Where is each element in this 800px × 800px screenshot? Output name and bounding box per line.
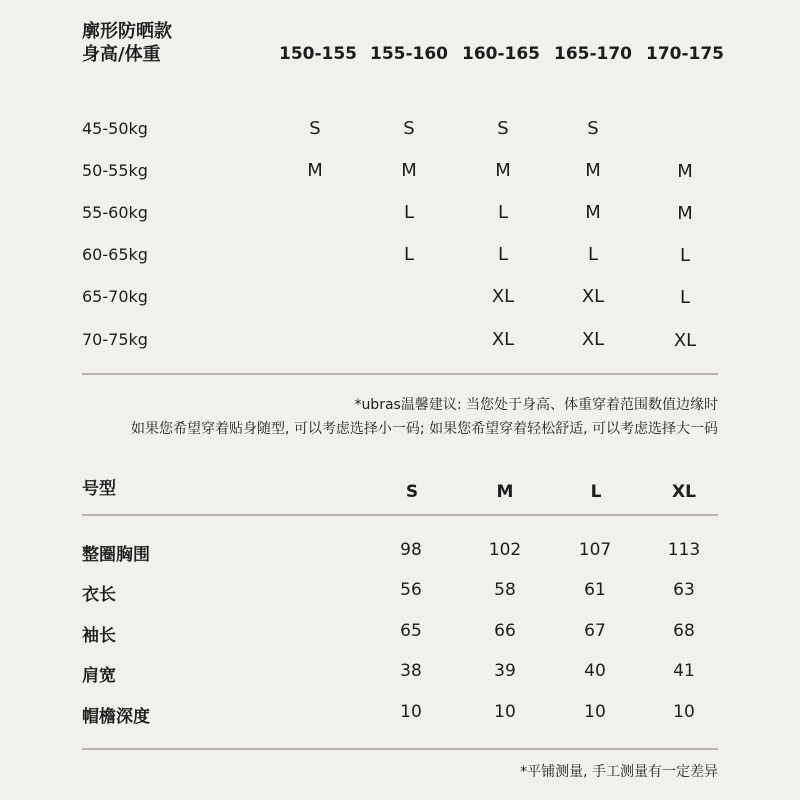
height-column-header: 170-175 <box>645 44 725 64</box>
size-cell: L <box>497 202 509 223</box>
measurement-cell: 67 <box>584 621 606 641</box>
size-column-header: L <box>590 482 602 502</box>
measurement-cell: 58 <box>494 580 516 600</box>
measurement-cell: 68 <box>673 621 695 641</box>
measurement-cell: 10 <box>494 702 516 722</box>
fit-guide-axis-label: 身高/体重 <box>82 44 161 65</box>
measurement-cell: 10 <box>400 702 422 722</box>
measurement-cell: 10 <box>584 702 606 722</box>
size-cell: L <box>497 244 509 265</box>
size-column-header: M <box>496 482 514 502</box>
fit-guide-corner-title <box>82 20 172 66</box>
measurement-cell: 102 <box>488 540 522 560</box>
size-cell: XL <box>491 329 515 350</box>
height-column-header: 160-165 <box>461 44 541 64</box>
section-divider <box>82 748 718 750</box>
section-divider <box>82 373 718 375</box>
size-cell: XL <box>581 286 605 307</box>
size-cell: XL <box>673 330 697 351</box>
measurement-cell: 63 <box>673 580 695 600</box>
measurement-cell: 98 <box>400 540 422 560</box>
size-cell: M <box>677 203 693 224</box>
size-cell: L <box>587 244 599 265</box>
measurement-cell: 10 <box>673 702 695 722</box>
measurement-row-label: 整圈胸围 <box>82 545 150 565</box>
weight-row-label: 60-65kg <box>82 245 148 264</box>
size-cell: M <box>677 161 693 182</box>
size-cell: S <box>309 118 321 139</box>
size-column-header: XL <box>672 482 696 502</box>
size-cell: S <box>403 118 415 139</box>
weight-row-label: 70-75kg <box>82 330 148 349</box>
measurement-cell: 61 <box>584 580 606 600</box>
measurement-cell: 56 <box>400 580 422 600</box>
size-cell: M <box>401 160 417 181</box>
measurement-cell: 113 <box>667 540 701 560</box>
weight-row-label: 55-60kg <box>82 203 148 222</box>
size-cell: L <box>679 245 691 266</box>
weight-row-label: 65-70kg <box>82 287 148 306</box>
height-column-header: 155-160 <box>369 44 449 64</box>
measurement-row-label: 衣长 <box>82 585 116 605</box>
size-cell: S <box>587 118 599 139</box>
fit-advice-note: *ubras温馨建议: 当您处于身高、体重穿着范围数值边缘时 <box>354 397 718 413</box>
measurement-cell: 65 <box>400 621 422 641</box>
fit-advice-note: 如果您希望穿着贴身随型, 可以考虑选择小一码; 如果您希望穿着轻松舒适, 可以考虑选择大一码 <box>131 421 718 437</box>
measurement-row-label: 肩宽 <box>82 666 116 686</box>
size-cell: M <box>585 160 601 181</box>
size-cell: L <box>403 244 415 265</box>
height-column-header: 150-155 <box>278 44 358 64</box>
height-column-header: 165-170 <box>553 44 633 64</box>
size-cell: XL <box>581 329 605 350</box>
measurement-cell: 66 <box>494 621 516 641</box>
size-cell: L <box>679 287 691 308</box>
measurement-row-label: 帽檐深度 <box>82 707 150 727</box>
size-header-label: 号型 <box>82 479 116 499</box>
measurement-footnote: *平铺测量, 手工测量有一定差异 <box>520 764 718 780</box>
measurement-cell: 39 <box>494 661 516 681</box>
measurement-cell: 40 <box>584 661 606 681</box>
size-column-header: S <box>405 482 419 502</box>
measurement-row-label: 袖长 <box>82 626 116 646</box>
measurement-cell: 38 <box>400 661 422 681</box>
section-divider <box>82 514 718 516</box>
weight-row-label: 50-55kg <box>82 161 148 180</box>
size-cell: XL <box>491 286 515 307</box>
fit-guide-title: 廓形防晒款 <box>82 21 172 42</box>
size-cell: L <box>403 202 415 223</box>
size-cell: M <box>307 160 323 181</box>
measurement-cell: 107 <box>578 540 612 560</box>
weight-row-label: 45-50kg <box>82 119 148 138</box>
size-cell: M <box>585 202 601 223</box>
measurement-cell: 41 <box>673 661 695 681</box>
size-cell: M <box>495 160 511 181</box>
size-cell: S <box>497 118 509 139</box>
